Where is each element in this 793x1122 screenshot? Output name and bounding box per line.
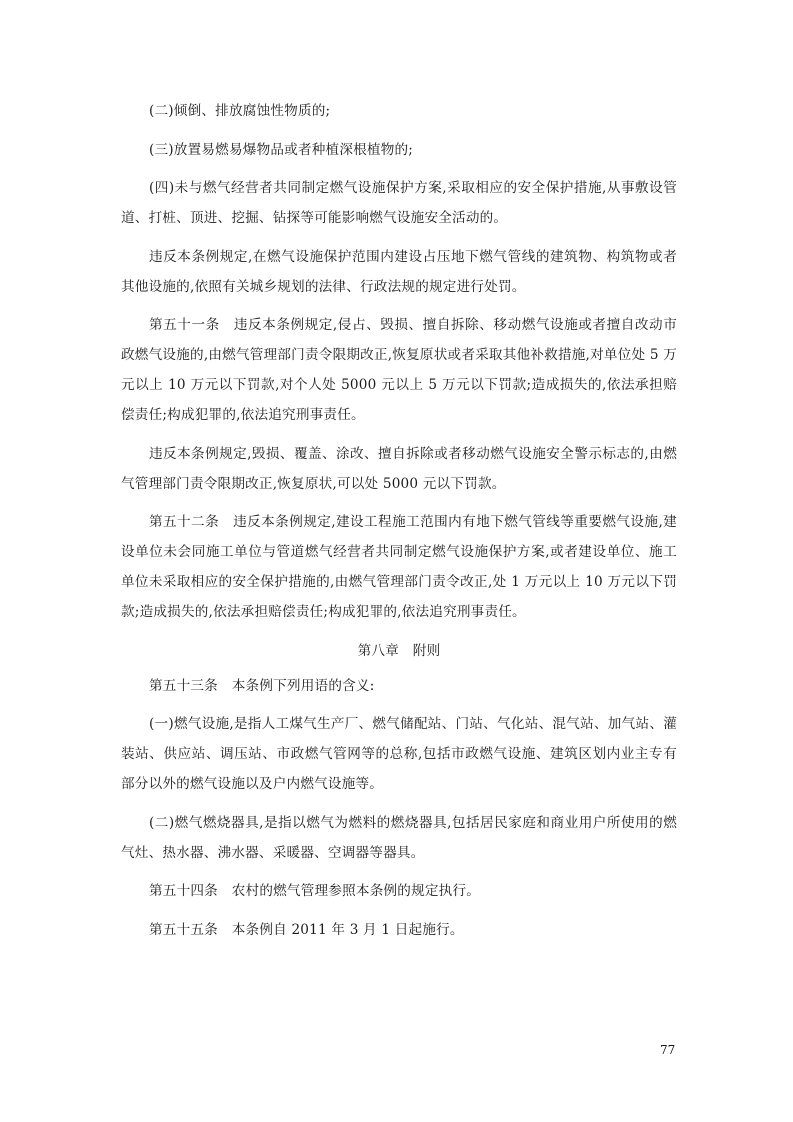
- article-52: 第五十二条 违反本条例规定,建设工程施工范围内有地下燃气管线等重要燃气设施,建设单位未会同施工单位与管道燃气经营者共同制定燃气设施保护方案,或者建设单位、施工单位未采取相应的安全保护措施的,由燃气管理部门责令改正,处 1 万元以上 10 万元以下罚款;造成损失的,依法承担赔偿责任;构成犯罪的,依法追究刑事责任。: [121, 514, 677, 620]
- paragraph-item-3: (三)放置易燃易爆物品或者种植深根植物的;: [149, 141, 414, 158]
- definition-gas-facilities: (一)燃气设施,是指人工煤气生产厂、燃气储配站、门站、气化站、混气站、加气站、灌装站、供应站、调压站、市政燃气管网等的总称,包括市政燃气设施、建筑区划内业主专有部分以外的燃气设施以及户内燃气设施等。: [121, 716, 677, 792]
- article-54: 第五十四条 农村的燃气管理参照本条例的规定执行。: [149, 883, 481, 899]
- article-55: 第五十五条 本条例自 2011 年 3 月 1 日起施行。: [149, 921, 464, 938]
- definition-gas-appliances: (二)燃气燃烧器具,是指以燃气为燃料的燃烧器具,包括居民家庭和商业用户所使用的燃气灶、热水器、沸水器、采暖器、空调器等器具。: [121, 814, 677, 861]
- article-51: 第五十一条 违反本条例规定,侵占、毁损、擅自拆除、移动燃气设施或者擅自改动市政燃气设施的,由燃气管理部门责令限期改正,恢复原状或者采取其他补救措施,对单位处 5 万元以上 10 万元以下罚款,对个人处 5000 元以上 5 万元以下罚款;造成损失的,依法承担赔偿责任;构成犯罪的,依法追究刑事责任。: [121, 317, 677, 423]
- paragraph-item-4: (四)未与燃气经营者共同制定燃气设施保护方案,采取相应的安全保护措施,从事敷设管道、打桩、顶进、挖掘、钻探等可能影响燃气设施安全活动的。: [121, 180, 677, 226]
- paragraph-item-2: (二)倾倒、排放腐蚀性物质的;: [149, 103, 331, 119]
- paragraph-warning-sign-penalty: 违反本条例规定,毁损、覆盖、涂改、擅自拆除或者移动燃气设施安全警示标志的,由燃气管理部门责令限期改正,恢复原状,可以处 5000 元以下罚款。: [121, 445, 677, 492]
- page-number: 77: [660, 1043, 676, 1057]
- article-53: 第五十三条 本条例下列用语的含义:: [149, 677, 375, 694]
- document-body: [121, 96, 677, 953]
- paragraph-occupation-penalty: 违反本条例规定,在燃气设施保护范围内建设占压地下燃气管线的建筑物、构筑物或者其他设施的,依照有关城乡规划的法律、行政法规的规定进行处罚。: [121, 248, 677, 295]
- chapter-heading: 第八章 附则: [357, 642, 441, 659]
